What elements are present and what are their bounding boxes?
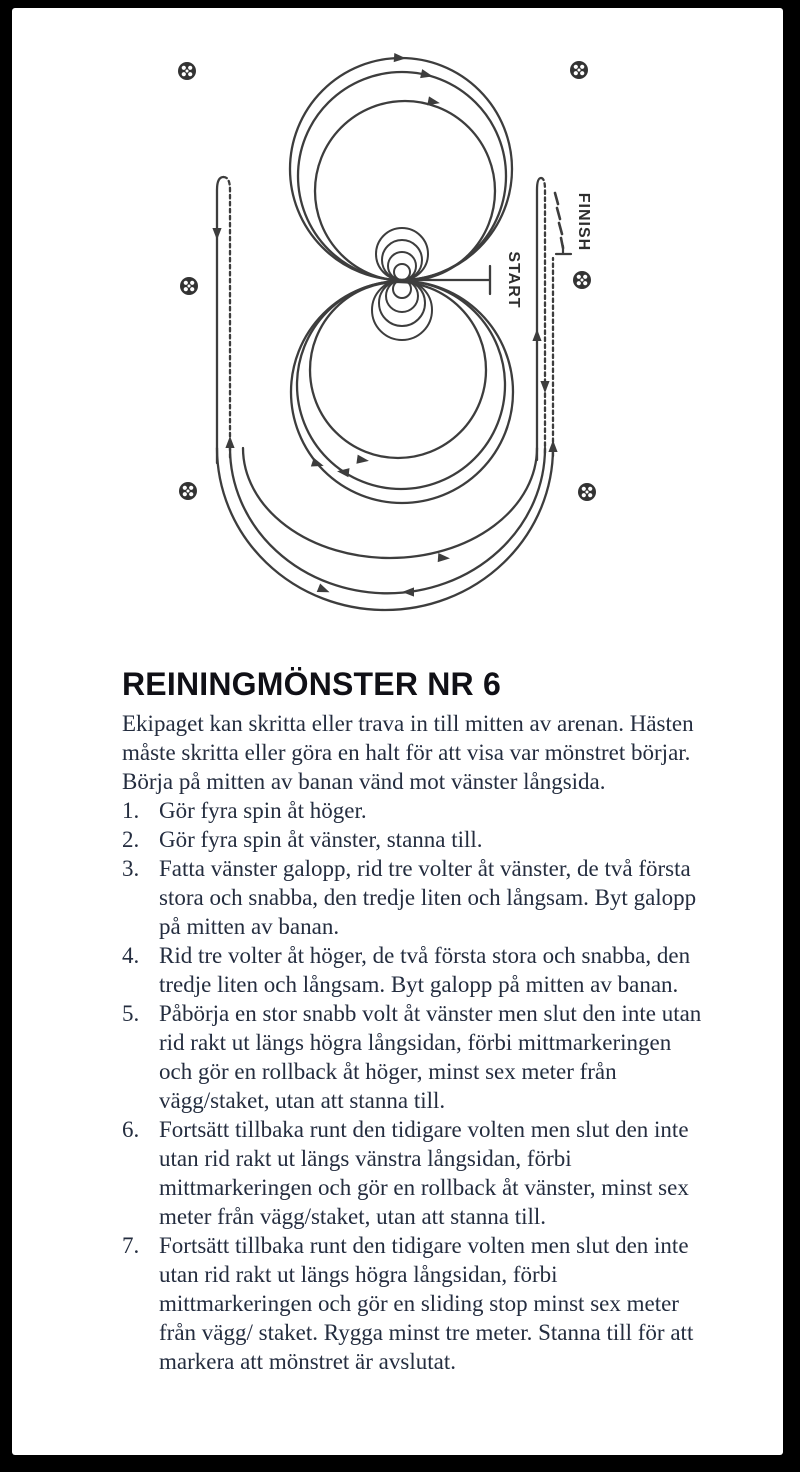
top-circles (290, 58, 512, 281)
arena-marker (570, 61, 588, 79)
bottom-run-loops (217, 448, 553, 610)
step-number: 2. (122, 827, 140, 852)
step-list (122, 796, 707, 1376)
step-item (122, 796, 707, 825)
arrow-icon (540, 381, 549, 393)
step-item (122, 854, 707, 941)
step-number: 3. (122, 856, 140, 881)
step-item (122, 941, 707, 999)
intro-paragraph: Börja på mitten av banan vänd mot vänster långsida. (122, 769, 606, 794)
arrow-icon (438, 553, 451, 563)
finish-track (553, 193, 571, 456)
arena-marker (180, 277, 198, 295)
step-text: Fortsätt tillbaka runt den tidigare volten men slut den inte utan rid rakt ut längs vänstra långsidan, förbi mittmarkeringen och gör en rollback åt vänster, minst sex meter från vägg/staket, utan att stanna till. (159, 1117, 689, 1229)
bottom-circles (291, 281, 513, 503)
arena-marker (578, 483, 596, 501)
step-item (122, 825, 707, 854)
pattern-title: REININGMÖNSTER NR 6 (122, 666, 501, 702)
step-text: Gör fyra spin åt höger. (159, 798, 367, 823)
step-number: 7. (122, 1233, 140, 1258)
arrow-icon (532, 329, 541, 341)
step-number: 4. (122, 943, 140, 968)
arrow-icon (394, 53, 407, 63)
pattern-diagram (12, 30, 783, 685)
step-text: Gör fyra spin åt vänster, stanna till. (159, 827, 483, 852)
arrow-icon (420, 69, 434, 81)
step-item (122, 1231, 707, 1376)
intro-paragraph: Ekipaget kan skritta eller trava in till mitten av arenan. Hästen måste skritta eller göra en halt för att visa var mönstret börjar. (122, 711, 694, 765)
step-text: Fortsätt tillbaka runt den tidigare volten men slut den inte utan rid rakt ut längs högra långsidan, förbi mittmarkeringen och gör en sliding stop minst sex meter från vägg/ staket. Rygga minst tre meter. Stanna till för att markera att mönstret är avslutat. (159, 1233, 694, 1374)
left-rundown (217, 177, 230, 463)
page (12, 8, 783, 1455)
arrow-icon (356, 455, 369, 466)
pattern-description (122, 666, 707, 1376)
step-item (122, 1115, 707, 1231)
arrow-icon (212, 228, 221, 240)
arrow-icon (548, 440, 557, 452)
step-number: 1. (122, 798, 140, 823)
start-label: START (504, 251, 522, 309)
intro (122, 709, 707, 796)
step-text: Rid tre volter åt höger, de två första stora och snabba, den tredje liten och långsam. Byt galopp på mitten av banan. (159, 943, 691, 997)
step-text: Fatta vänster galopp, rid tre volter åt vänster, de två första stora och snabba, den tredje liten och långsam. Byt galopp på mitten av banan. (159, 856, 697, 939)
arena-marker (178, 62, 196, 80)
right-rundown (537, 178, 545, 460)
arrow-icon (225, 436, 234, 448)
finish-label: FINISH (574, 192, 592, 252)
arrow-icon (402, 587, 414, 596)
arena-marker (179, 482, 197, 500)
step-number: 6. (122, 1117, 140, 1142)
step-text: Påbörja en stor snabb volt åt vänster men slut den inte utan rid rakt ut längs högra långsidan, förbi mittmarkeringen och gör en rollback åt höger, minst sex meter från vägg/staket, utan att stanna till. (159, 1001, 702, 1113)
step-number: 5. (122, 1001, 140, 1026)
step-item (122, 999, 707, 1115)
arrow-icon (317, 583, 332, 596)
arena-marker (573, 271, 591, 289)
